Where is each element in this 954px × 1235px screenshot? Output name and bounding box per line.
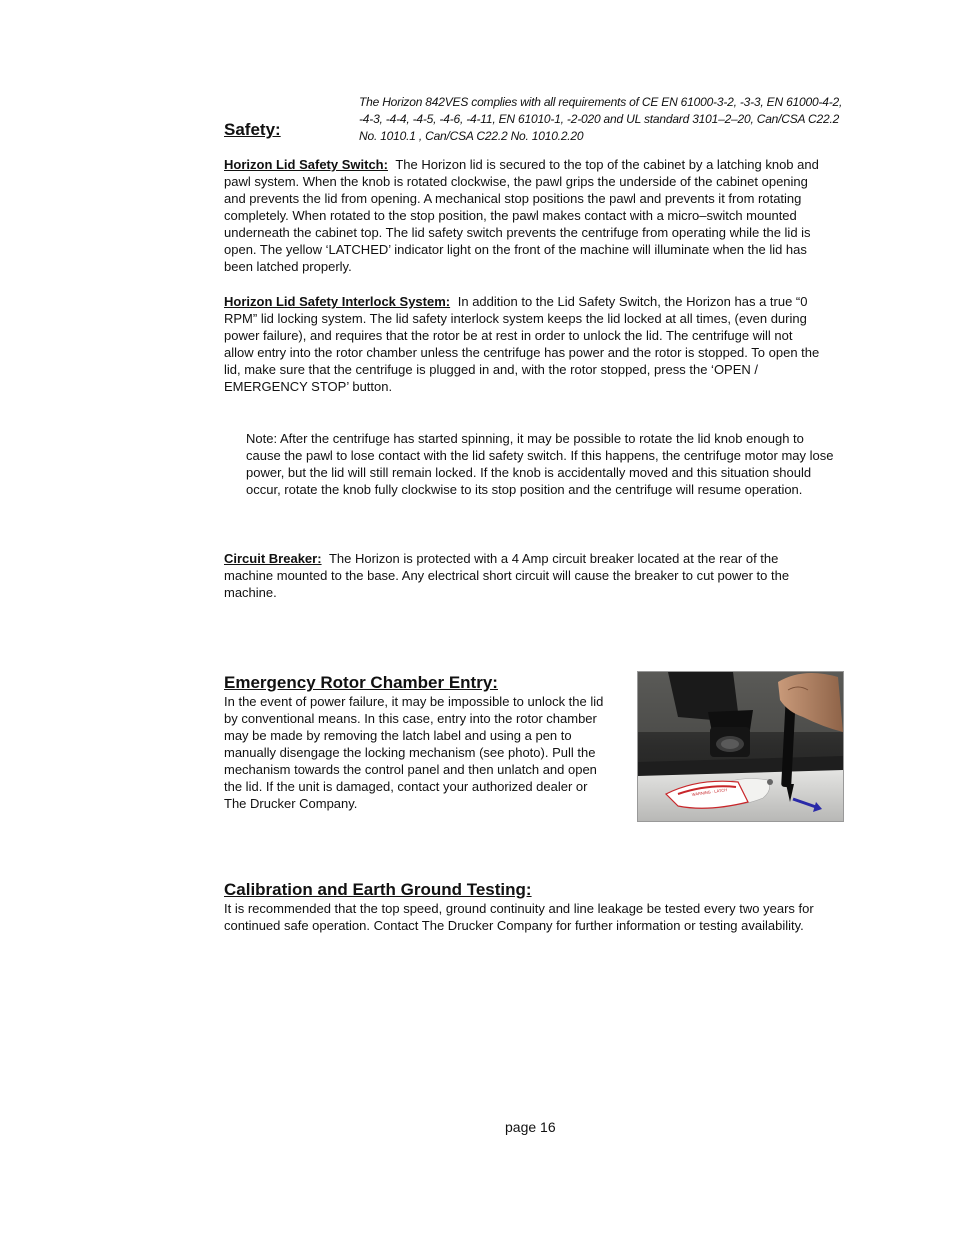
breaker-paragraph bbox=[224, 550, 824, 601]
breaker-text: The Horizon is protected with a 4 Amp circuit breaker located at the rear of the machine mounted to the base. Any electrical short circuit will cause the breaker to cut power to the machine. bbox=[224, 551, 790, 600]
interlock-text: In addition to the Lid Safety Switch, the Horizon has a true “0 RPM” lid locking system. The lid safety interlock system keeps the lid locked at all times, (even during power failure), and requires that the rotor be at rest in order to unlock the lid. The centrifuge will not allow entry into the rotor chamber unless the centrifuge has power and the rotor is stopped. To open the lid, make sure that the centrifuge is plugged in and, with the rotor stopped, press the ‘OPEN / EMERGENCY STOP’ button. bbox=[224, 294, 820, 394]
svg-text:WARNING · LATCH: WARNING · LATCH bbox=[691, 787, 728, 797]
calibration-text: It is recommended that the top speed, ground continuity and line leakage be tested every two years for continued safe operation. Contact The Drucker Company for further information or testing availability. bbox=[224, 901, 814, 933]
compliance-statement: The Horizon 842VES complies with all requirements of CE EN 61000-3-2, -3-3, EN 61000-4-2, -4-3, -4-4, -4-5, -4-6, -4-11, EN 61010-1, -2-020 and UL standard 3101–2–20, Can/CSA C22.2 No. 1010.1 , Can/CSA C22.2 No. 1010.2.20 bbox=[359, 95, 843, 143]
lid-switch-paragraph bbox=[224, 156, 824, 275]
interlock-paragraph bbox=[224, 293, 824, 395]
page-number: page 16 bbox=[505, 1119, 556, 1135]
lid-switch-label: Horizon Lid Safety Switch: bbox=[224, 157, 388, 172]
emergency-text: In the event of power failure, it may be impossible to unlock the lid by conventional means. In this case, entry into the rotor chamber may be made by removing the latch label and using a pen to manually disengage the locking mechanism (see photo). Pull the mechanism towards the control panel and then unlatch and open the lid. If the unit is damaged, contact your authorized dealer or The Drucker Company. bbox=[224, 694, 604, 811]
note-paragraph: Note: After the centrifuge has started spinning, it may be possible to rotate the lid knob enough to cause the pawl to lose contact with the lid safety switch. If this happens, the centrifuge motor may lose power, but the lid will still remain locked. If the knob is accidentally moved and this situation should occur, rotate the knob fully clockwise to its stop position and the centrifuge will resume operation. bbox=[246, 431, 834, 497]
latch-photo bbox=[637, 671, 844, 822]
latch-photo-illustration bbox=[638, 672, 843, 821]
safety-heading: Safety: bbox=[224, 120, 281, 139]
lid-switch-text: The Horizon lid is secured to the top of the cabinet by a latching knob and pawl system. When the knob is rotated clockwise, the pawl grips the underside of the cabinet opening and prevents the lid from opening. A mechanical stop positions the pawl and prevents it from rotating completely. When rotated to the stop position, the pawl makes contact with a micro–switch mounted underneath the cabinet top. The lid safety switch prevents the centrifuge from operating while the lid is open. The yellow ‘LATCHED’ indicator light on the front of the machine will illuminate when the lid has been latched properly. bbox=[224, 157, 819, 274]
interlock-label: Horizon Lid Safety Interlock System: bbox=[224, 294, 451, 309]
calibration-heading: Calibration and Earth Ground Testing: bbox=[224, 880, 532, 899]
emergency-heading: Emergency Rotor Chamber Entry: bbox=[224, 673, 498, 692]
breaker-label: Circuit Breaker: bbox=[224, 551, 322, 566]
